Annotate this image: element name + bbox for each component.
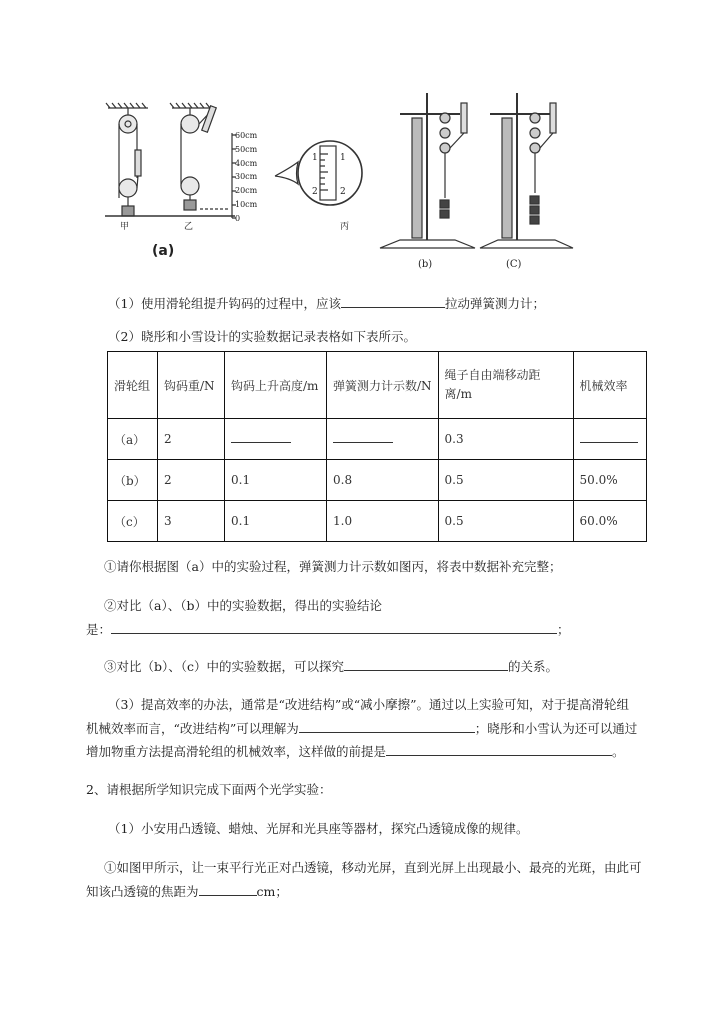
scale-tick: 50cm [235, 144, 258, 154]
q3-line2 [86, 719, 637, 738]
data-table [107, 351, 647, 542]
label-jia: 甲 [120, 222, 130, 232]
scale-tick: 40cm [235, 158, 258, 168]
table-cell: 0.3 [438, 419, 573, 460]
table-cell: 3 [158, 501, 225, 542]
scale-ticks [235, 129, 257, 226]
q1-item1-text: （1）使用滑轮组提升钩码的过程中，应该 [108, 296, 341, 311]
sub-item-3-text: ③对比（b）、（c）中的实验数据，可以探究 [104, 659, 345, 674]
q3-line2-text: 机械效率而言，“改进结构”可以理解为 [86, 721, 299, 736]
sub-item-3-text-end: 的关系。 [508, 659, 559, 674]
table-header: 机械效率 [573, 352, 646, 419]
table-header: 钩码重/N [158, 352, 225, 419]
sub-item-2-lead: 是： [86, 622, 112, 637]
answer-blank[interactable] [386, 742, 612, 756]
caption-a: (a) [152, 243, 175, 259]
sub-item-2-line2 [86, 620, 570, 639]
table-row [108, 419, 647, 460]
answer-blank[interactable] [111, 620, 557, 634]
q3-line3-text-end: 。 [612, 744, 625, 759]
q3-line3-text: 增加物重方法提高滑轮组的机械效率，这样做的前提是 [86, 744, 387, 759]
answer-blank[interactable] [341, 294, 445, 308]
table-header-row [108, 352, 647, 419]
q2-sub1-text: 知该凸透镜的焦距为 [86, 884, 199, 899]
table-cell: 0.5 [438, 501, 573, 542]
table-cell: （a） [108, 419, 158, 460]
pulley-diagram [100, 88, 680, 278]
q1-item1-text-end: 拉动弹簧测力计； [444, 296, 545, 311]
sub-item-3 [104, 657, 558, 676]
label-bing: 丙 [340, 222, 350, 232]
table-cell: 2 [158, 460, 225, 501]
label-yi: 乙 [184, 222, 194, 232]
q2-sub1-line1: ①如图甲所示，让一束平行光正对凸透镜，移动光屏，直到光屏上出现最小、最亮的光斑，由此可 [104, 860, 642, 875]
sub-item-2-end: ； [557, 622, 570, 637]
table-cell: （b） [108, 460, 158, 501]
table-cell: 2 [158, 419, 225, 460]
q1-item1 [108, 294, 545, 313]
dial-mark: 1 [312, 153, 318, 163]
table-cell: 0.8 [327, 460, 439, 501]
table-row [108, 501, 647, 542]
sub-item-2: ②对比（a）、（b）中的实验数据，得出的实验结论 [104, 598, 382, 613]
dial-mark: 1 [340, 153, 346, 163]
q2-sub1-text-end: cm； [256, 884, 288, 899]
table-header: 绳子自由端移动距离/m [438, 352, 573, 419]
answer-blank[interactable] [199, 882, 257, 896]
q3-line3 [86, 742, 625, 761]
caption-b: (b) [418, 259, 433, 270]
table-cell: 0.1 [225, 501, 327, 542]
q1-item2: （2）晓彤和小雪设计的实验数据记录表格如下表所示。 [108, 329, 416, 344]
scale-tick: 10cm [235, 199, 258, 209]
table-cell: 0.1 [225, 460, 327, 501]
q2-item1: （1）小安用凸透镜、蜡烛、光屏和光具座等器材，探究凸透镜成像的规律。 [108, 821, 529, 836]
q3-line1: （3）提高效率的办法，通常是“改进结构”或“减小摩擦”。通过以上实验可知，对于提高滑轮组 [108, 697, 630, 712]
table-cell-blank[interactable] [573, 419, 646, 460]
table-header: 弹簧测力计示数/N [327, 352, 439, 419]
pulley-figure [100, 88, 680, 278]
answer-blank[interactable] [344, 657, 508, 671]
answer-blank[interactable] [299, 719, 475, 733]
scale-tick: 30cm [235, 172, 258, 182]
table-cell: 60.0% [573, 501, 646, 542]
table-header: 钩码上升高度/m [225, 352, 327, 419]
caption-c: (C) [506, 259, 522, 270]
table-cell: 1.0 [327, 501, 439, 542]
scale-tick: 0 [235, 213, 241, 223]
scale-tick: 20cm [235, 186, 258, 196]
table-header: 滑轮组 [108, 352, 158, 419]
dial-mark: 2 [340, 187, 346, 197]
table-cell-blank[interactable] [327, 419, 439, 460]
table-cell-blank[interactable] [225, 419, 327, 460]
q3-line2-text-end: ；晓彤和小雪认为还可以通过 [474, 721, 638, 736]
table-cell: 0.5 [438, 460, 573, 501]
scale-tick: 60cm [235, 131, 258, 140]
table-cell: （c） [108, 501, 158, 542]
q2-title: 2、请根据所学知识完成下面两个光学实验： [86, 782, 332, 797]
sub-item-1: ①请你根据图（a）中的实验过程，弹簧测力计示数如图丙，将表中数据补充完整； [104, 559, 562, 574]
dial-mark: 2 [312, 187, 318, 197]
table-cell: 50.0% [573, 460, 646, 501]
q2-sub1-line2 [86, 882, 288, 901]
table-row [108, 460, 647, 501]
